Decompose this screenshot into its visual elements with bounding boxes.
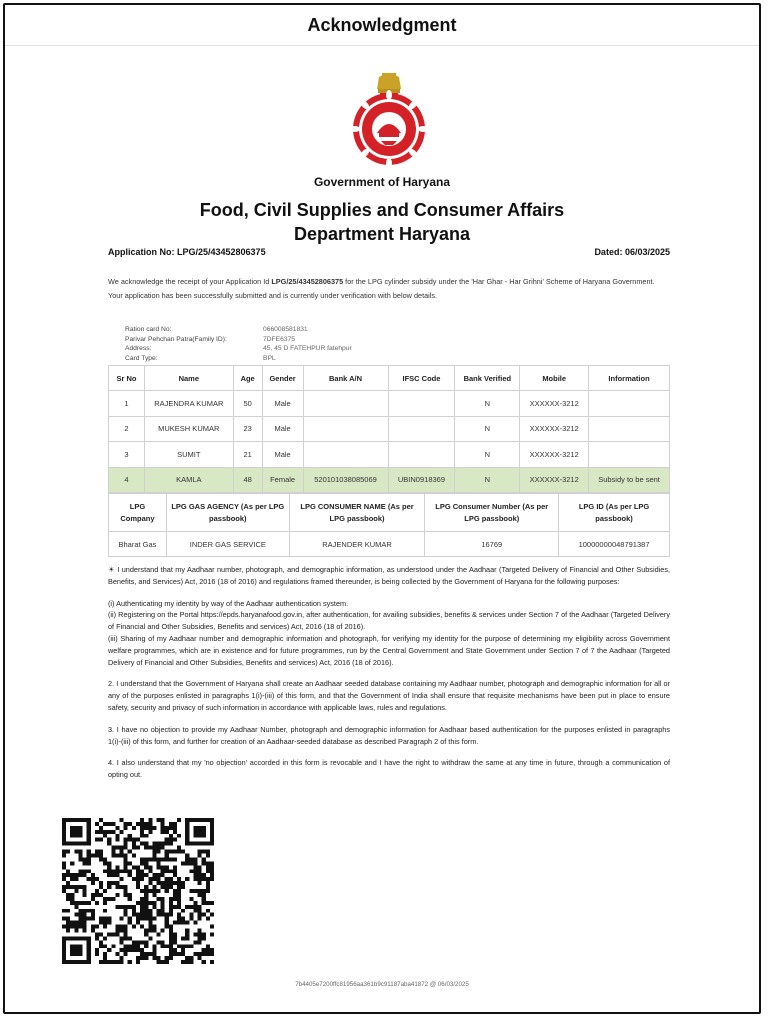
column-header: Bank Verified — [455, 366, 520, 391]
address-row: Address: 45, 45 D FATEHPUR fatehpur — [125, 345, 352, 352]
card-info — [125, 325, 352, 363]
column-header: Sr No — [109, 366, 145, 391]
lpg-details-table — [108, 493, 670, 557]
table-row: 3 SUMIT 21 Male N XXXXXX-3212 — [109, 442, 670, 468]
card-type-row: Card Type: BPL — [125, 354, 276, 362]
application-date: Dated: 06/03/2025 — [594, 247, 670, 257]
document-hash-footer: 7b4405e7200ffc81956aa361b9c91187aba41872 @ 06/03/2025 — [295, 981, 469, 988]
column-header: LPG Consumer Number (As per LPG passbook) — [425, 494, 559, 532]
column-header: Bank A/N — [303, 366, 388, 391]
family-members-table — [108, 365, 670, 493]
table-row: 2 MUKESH KUMAR 23 Male N XXXXXX-3212 — [109, 416, 670, 442]
consent-paragraph-1: ☀ I understand that my Aadhaar number, photograph, and demographic information, as understood under the Aadhaar (Targeted Delivery of Financial and Other Subsidies, Benefits, and Services) Act, 2016 (18 of 2016) and regulations framed thereunder, is being collected by the Government of Haryana for the following purposes: — [108, 565, 670, 586]
haryana-emblem-icon — [349, 71, 429, 167]
department-name — [5, 198, 759, 246]
aadhaar-consent-text — [108, 564, 670, 791]
consent-purposes: (i) Authenticating my identity by way of the Aadhaar authentication system. (ii) Registering on the Portal https://epds.haryanafood.gov.in, after authentication, for availing subsidies, benefits & services under Section 7 of the Aadhaar (Targeted Delivery of Financial and Other Subsidies, Benefits and services) Act, 2016 (18 of 2016). (iii) Sharing of my Aadhaar number and demographic information and photograph, for verifying my identity for the purpose of determining my eligibility across Government welfare programmes, which are in existence and for future programmes, run by the Central Government and State Government under Section 7 of 7 the Aadhaar (Targeted Delivery of Financial and Other Subsidies, Benefits and services) Act, 2016 (18 of 2016). — [108, 598, 670, 667]
application-info-row — [108, 247, 670, 257]
qr-code-icon — [62, 818, 214, 964]
consent-paragraph-4: 4. I also understand that my 'no objection' accorded in this form is revocable and I have the right to withdraw the same at any time in future, through a communication of opting out. — [108, 758, 670, 780]
acknowledgment-intro: We acknowledge the receipt of your Application Id LPG/25/43452806375 for the LPG cylinder subsidy under the 'Har Ghar - Har Grihni' Scheme of Haryana Government. Your application has been successfully submitted and is currently under verification with below details. — [108, 277, 655, 300]
department-line-1: Food, Civil Supplies and Consumer Affairs — [199, 200, 565, 220]
column-header: Information — [589, 366, 670, 391]
table-row: Bharat Gas INDER GAS SERVICE RAJENDER KUMAR 16769 10000000048791387 — [109, 532, 670, 557]
consent-paragraph-2: 2. I understand that the Government of Haryana shall create an Aadhaar seeded database containing my Aadhaar number, photograph and demographic information for all or any of the purposes enlisted in paragraphs 1(i)-(iii) of this form, and that the Government of India shall ensure that requisite mechanisms have been put in place to ensure safety, security and privacy of such information in accordance with applicable laws, rules and regulations. — [108, 679, 670, 712]
column-header: IFSC Code — [388, 366, 455, 391]
column-header: LPG CONSUMER NAME (As per LPG passbook) — [289, 494, 425, 532]
page-title: Acknowledgment — [5, 5, 759, 46]
table-header-row — [109, 494, 670, 532]
table-row: 1 RAJENDRA KUMAR 50 Male N XXXXXX-3212 — [109, 391, 670, 417]
column-header: Age — [233, 366, 262, 391]
table-row-highlighted: 4 KAMLA 48 Female 520101038085069 UBIN0918369 N XXXXXX-3212 Subsidy to be sent — [109, 467, 670, 493]
column-header: LPG Company — [109, 494, 167, 532]
government-name: Government of Haryana — [313, 175, 451, 189]
family-id-row: Parivar Pehchan Patra(Family ID): 7DFE6375 — [125, 335, 295, 343]
application-number: Application No: LPG/25/43452806375 — [108, 247, 266, 257]
table-header-row — [109, 366, 670, 391]
column-header: Mobile — [520, 366, 589, 391]
column-header: Gender — [262, 366, 303, 391]
column-header: LPG ID (As per LPG passbook) — [559, 494, 670, 532]
consent-paragraph-3: 3. I have no objection to provide my Aadhaar Number, photograph and demographic information for Aadhaar based authentication for the purposes enlisted in paragraphs 1(i)-(iii) of this form, and further for creation of an Aadhaar-seeded database as described Paragraph 2 of this form. — [108, 724, 670, 746]
document-frame — [3, 3, 761, 1014]
column-header: LPG GAS AGENCY (As per LPG passbook) — [166, 494, 289, 532]
ration-card-row: Ration card No: 066008581831 — [125, 326, 308, 333]
column-header: Name — [144, 366, 233, 391]
department-line-2: Department Haryana — [293, 224, 471, 244]
